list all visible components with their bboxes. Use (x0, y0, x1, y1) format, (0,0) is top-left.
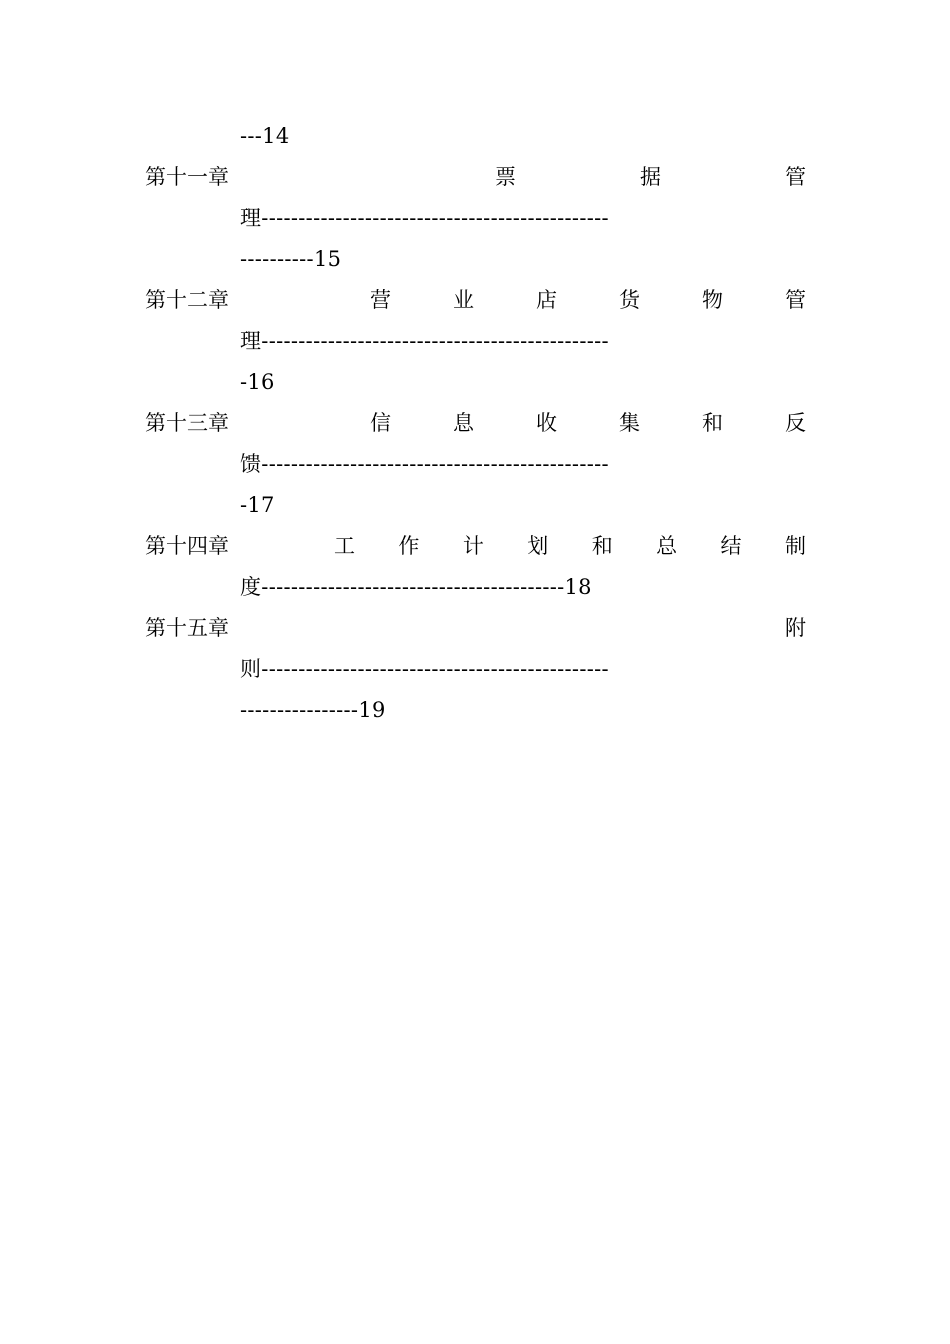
chapter-14-title-char: 计 (462, 534, 484, 558)
chapter-15-leader: 则----------------------------------------------- (240, 657, 609, 681)
chapter-15-title-char: 附 (785, 616, 806, 640)
chapter-14-title (334, 531, 806, 561)
chapter-12-title-char: 店 (536, 288, 557, 312)
chapter-13-title-char: 和 (702, 411, 723, 435)
chapter-13-title-char: 息 (453, 411, 474, 435)
chapter-14-title-char: 工 (334, 534, 355, 558)
chapter-14-title-char: 作 (398, 534, 420, 558)
chapter-14-title-char: 总 (656, 534, 678, 558)
chapter-13-title-char: 收 (536, 411, 557, 435)
chapter-13-title-char: 信 (370, 411, 391, 435)
chapter-11-label: 第十一章 (145, 165, 229, 189)
chapter-11-page: ----------15 (240, 247, 342, 271)
chapter-14-leader-page: 度-----------------------------------------18 (240, 575, 592, 599)
chapter-12-title-char: 业 (453, 288, 474, 312)
chapter-14-label: 第十四章 (145, 534, 229, 558)
chapter-11-title-char: 据 (640, 165, 661, 189)
chapter-12-title (370, 285, 806, 315)
chapter-15-label: 第十五章 (145, 616, 229, 640)
chapter-14-title-char: 划 (527, 534, 549, 558)
chapter-12-leader: 理----------------------------------------------- (240, 329, 609, 353)
chapter-14-title-char: 和 (591, 534, 613, 558)
chapter-13-title (370, 408, 806, 438)
chapter-11-title-char: 管 (785, 165, 806, 189)
chapter-12-page: -16 (240, 370, 275, 394)
chapter-13-leader: 馈----------------------------------------------- (240, 452, 609, 476)
chapter-12-title-char: 物 (702, 288, 723, 312)
chapter-13-page: -17 (240, 493, 275, 517)
chapter-11-title (495, 162, 806, 192)
chapter-13-title-char: 集 (619, 411, 640, 435)
chapter-12-title-char: 货 (619, 288, 640, 312)
chapter-11-title-char: 票 (495, 165, 516, 189)
chapter-13-title-char: 反 (785, 411, 806, 435)
chapter-12-title-char: 管 (785, 288, 806, 312)
chapter-14-title-char: 结 (720, 534, 742, 558)
chapter-15-title (782, 613, 806, 643)
chapter-14-title-char: 制 (784, 534, 806, 558)
chapter-12-title-char: 营 (370, 288, 391, 312)
chapter-15-page: ----------------19 (240, 698, 386, 722)
chapter-13-label: 第十三章 (145, 411, 229, 435)
chapter-12-label: 第十二章 (145, 288, 229, 312)
chapter-11-leader: 理----------------------------------------------- (240, 206, 609, 230)
toc-fragment-page-14: ---14 (240, 124, 290, 148)
